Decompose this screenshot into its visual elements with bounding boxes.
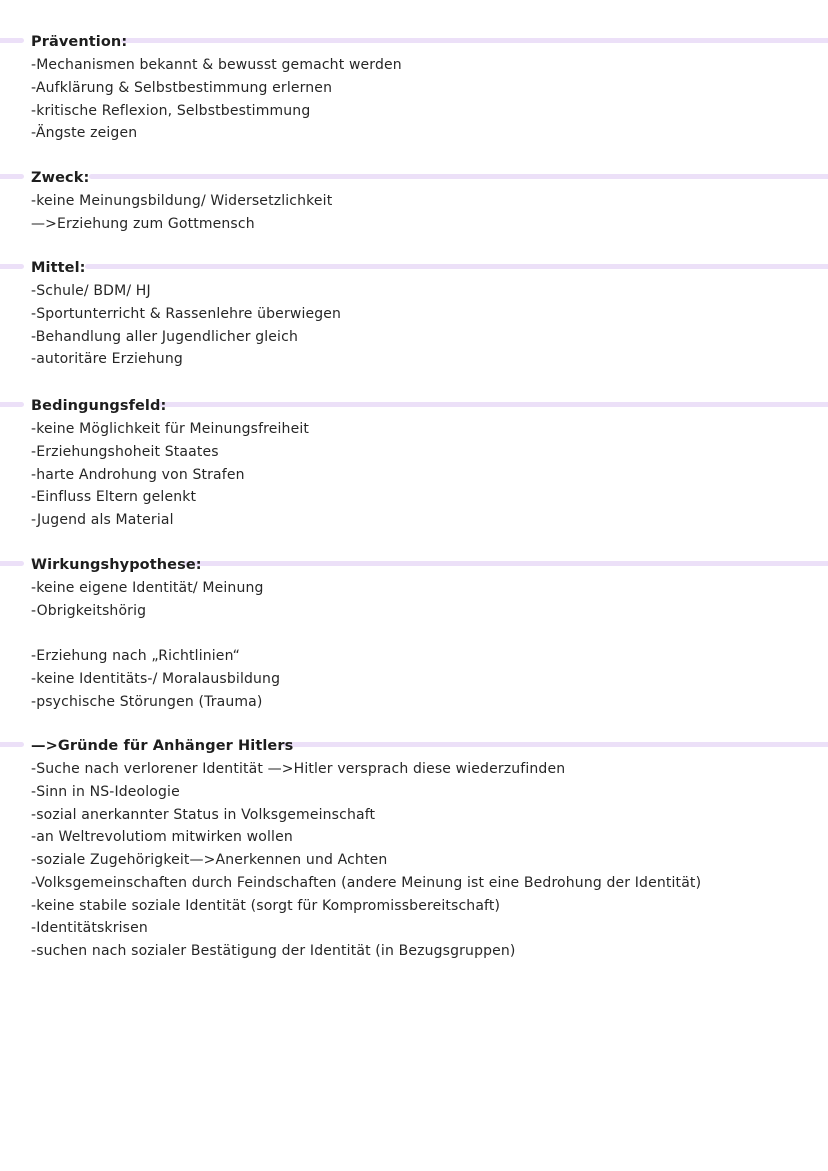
note-line: -keine Meinungsbildung/ Widersetzlichkeit <box>31 193 333 209</box>
highlight-stroke-right <box>183 561 828 566</box>
section-heading-row <box>0 554 828 577</box>
highlight-stroke-right <box>157 402 828 407</box>
note-line: -autoritäre Erziehung <box>31 351 183 368</box>
note-line: -suchen nach sozialer Bestätigung der Identität (in Bezugsgruppen) <box>31 943 516 959</box>
highlight-stroke-left <box>0 402 24 407</box>
note-line: -Sportunterricht & Rassenlehre überwiegen <box>31 305 342 322</box>
highlight-stroke-left <box>0 264 24 269</box>
note-line: -Jugend als Material <box>31 512 174 528</box>
note-line: -keine Identitäts-/ Moralausbildung <box>31 671 281 687</box>
section-heading: Bedingungsfeld: <box>31 398 167 414</box>
note-line: -soziale Zugehörigkeit—>Anerkennen und Achten <box>31 852 388 868</box>
note-line: -Mechanismen bekannt & bewusst gemacht werden <box>31 57 402 73</box>
section-gruende <box>0 735 828 963</box>
note-line: -Schule/ BDM/ HJ <box>31 283 151 299</box>
highlight-stroke-left <box>0 38 24 43</box>
section-heading: —>Gründe für Anhänger Hitlers <box>31 738 294 754</box>
highlight-stroke-right <box>89 174 828 179</box>
note-line: -an Weltrevolutiom mitwirken wollen <box>31 829 293 846</box>
note-line: -Behandlung aller Jugendlicher gleich <box>31 328 298 345</box>
note-line: -Aufklärung & Selbstbestimmung erlernen <box>31 79 333 96</box>
note-line: -psychische Störungen (Trauma) <box>31 693 263 710</box>
section-heading-row <box>0 31 828 54</box>
note-line: -harte Androhung von Strafen <box>31 466 245 483</box>
note-line: -keine Möglichkeit für Meinungsfreiheit <box>31 421 310 437</box>
section-heading-row <box>0 735 828 758</box>
section-heading-row <box>0 167 828 190</box>
note-line: -Sinn in NS-Ideologie <box>31 783 180 800</box>
note-line: -Suche nach verlorener Identität —>Hitler versprach diese wiederzufinden <box>31 761 566 777</box>
highlight-stroke-right <box>121 38 828 43</box>
highlight-stroke-left <box>0 174 24 179</box>
section-heading: Zweck: <box>31 170 90 186</box>
note-line: -Erziehungshoheit Staates <box>31 443 219 460</box>
section-heading: Mittel: <box>31 260 86 276</box>
highlight-stroke-right <box>282 742 828 747</box>
highlight-stroke-right <box>85 264 828 269</box>
note-line: -Volksgemeinschaften durch Feindschaften (andere Meinung ist eine Bedrohung der Identität) <box>31 874 702 891</box>
section-zweck <box>0 167 828 236</box>
section-praevention <box>0 31 828 145</box>
note-line: -keine stabile soziale Identität (sorgt für Kompromissbereitschaft) <box>31 897 501 914</box>
note-line: -Einfluss Eltern gelenkt <box>31 489 197 506</box>
blank-line <box>0 623 828 646</box>
note-line: -kritische Reflexion, Selbstbestimmung <box>31 102 311 119</box>
note-line: -sozial anerkannter Status in Volksgemeinschaft <box>31 806 376 823</box>
section-wirkungshypothese <box>0 554 828 714</box>
note-line: -Erziehung nach „Richtlinien“ <box>31 648 240 665</box>
section-heading-row <box>0 257 828 280</box>
note-line: -Ängste zeigen <box>31 125 138 142</box>
section-mittel <box>0 257 828 371</box>
note-line: -keine eigene Identität/ Meinung <box>31 580 264 596</box>
section-bedingungsfeld <box>0 395 828 532</box>
highlight-stroke-left <box>0 742 24 747</box>
section-heading-row <box>0 395 828 418</box>
note-line: —>Erziehung zum Gottmensch <box>31 215 255 232</box>
section-heading: Wirkungshypothese: <box>31 557 202 573</box>
note-line: -Obrigkeitshörig <box>31 602 147 619</box>
highlight-stroke-left <box>0 561 24 566</box>
note-line: -Identitätskrisen <box>31 920 148 937</box>
section-heading: Prävention: <box>31 34 128 50</box>
